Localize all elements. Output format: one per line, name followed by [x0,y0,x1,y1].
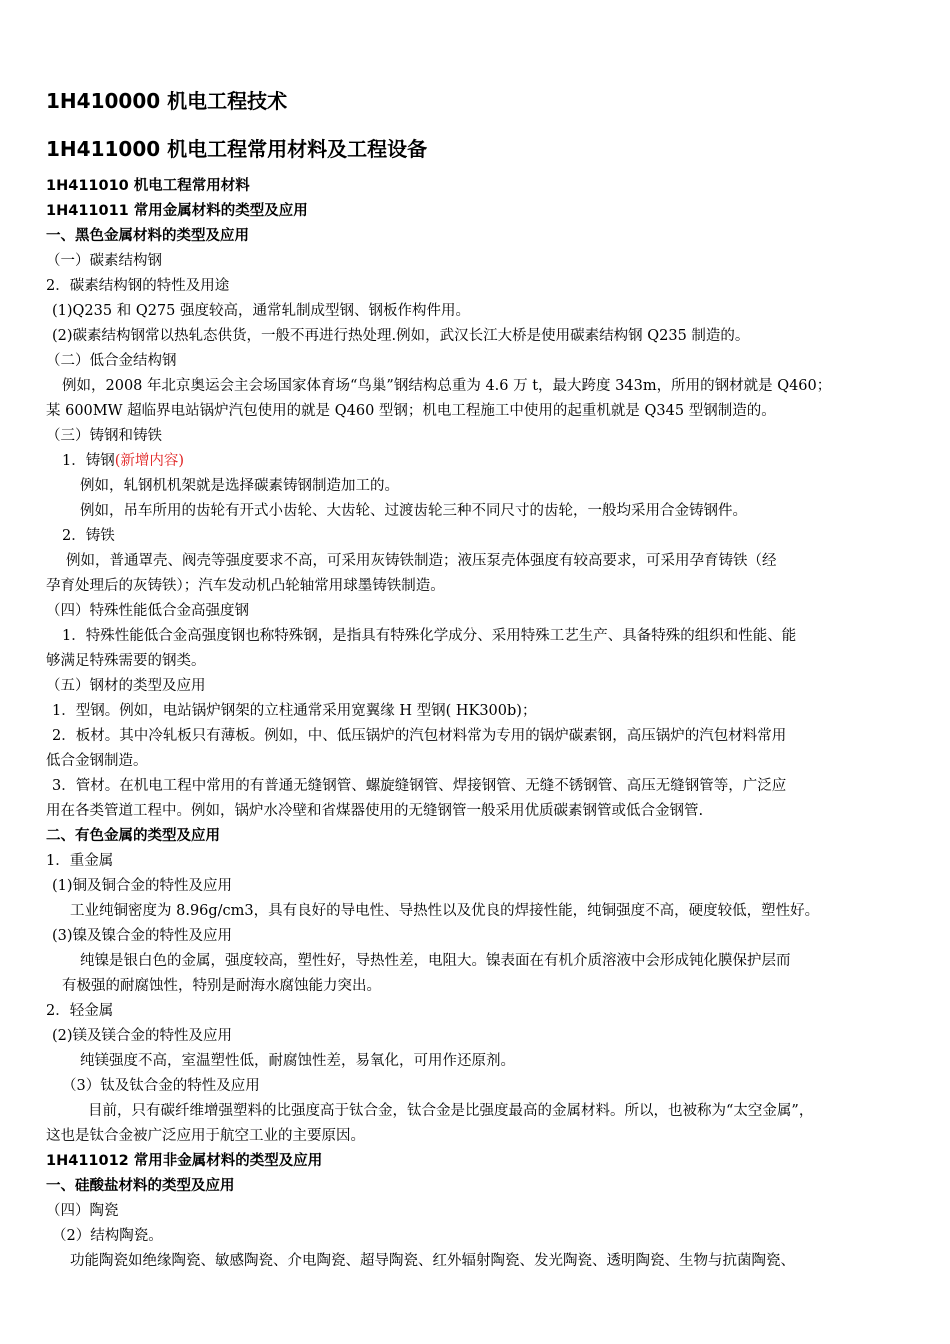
item-heading: （三）铸钢和铸铁 [46,428,162,444]
paragraph-line: 1．型钢。例如，电站锅炉钢架的立柱通常采用宽翼缘 H 型钢( HK300b)； [52,703,537,719]
item-heading: （四）特殊性能低合金高强度钢 [46,603,249,619]
subsection-heading: 1H411012 常用非金属材料的类型及应用 [46,1153,323,1169]
paragraph-line: 例如，吊车所用的齿轮有开式小齿轮、大齿轮、过渡齿轮三种不同尺寸的齿轮，一般均采用合金铸钢件。 [80,503,747,519]
item-heading: （四）陶瓷 [46,1203,119,1219]
item-heading: （二）低合金结构钢 [46,353,177,369]
paragraph-line: 纯镍是银白色的金属，强度较高，塑性好，导热性差，电阻大。镍表面在有机介质溶液中会形成钝化膜保护层而 [80,953,791,969]
paragraph-line: 例如，2008 年北京奥运会主会场国家体育场“鸟巢”钢结构总重为 4.6 万 t，最大跨度 343m，所用的钢材就是 Q460； [62,378,832,394]
item-heading: (3)镍及镍合金的特性及应用 [52,928,233,944]
paragraph-line: 功能陶瓷如绝缘陶瓷、敏感陶瓷、介电陶瓷、超导陶瓷、红外辐射陶瓷、发光陶瓷、透明陶瓷、生物与抗菌陶瓷、 [70,1253,795,1269]
paragraph-line: (2)碳素结构钢常以热轧态供货，一般不再进行热处理.例如，武汉长江大桥是使用碳素结构钢 Q235 制造的。 [52,328,750,344]
item-heading: （五）钢材的类型及应用 [46,678,206,694]
paragraph-line: 例如，普通罩壳、阀壳等强度要求不高，可采用灰铸铁制造；液压泵壳体强度有较高要求，可采用孕育铸铁（经 [66,553,777,569]
chapter-title: 1H411000 机电工程常用材料及工程设备 [46,137,428,161]
paragraph-line: 有极强的耐腐蚀性，特别是耐海水腐蚀能力突出。 [62,978,381,994]
item-heading: 2．碳素结构钢的特性及用途 [46,278,230,294]
item-heading [62,451,184,471]
part-heading: 二、有色金属的类型及应用 [46,828,220,844]
paragraph-line: 例如，轧钢机机架就是选择碳素铸钢制造加工的。 [80,478,399,494]
subsection-heading: 1H411011 常用金属材料的类型及应用 [46,203,308,219]
paragraph-line: 工业纯铜密度为 8.96g/cm3，具有良好的导电性、导热性以及优良的焊接性能，纯铜强度不高，硬度较低，塑性好。 [70,903,820,919]
item-heading: (1)铜及铜合金的特性及应用 [52,878,233,894]
section-heading: 1H411010 机电工程常用材料 [46,178,250,194]
paragraph-line: 某 600MW 超临界电站锅炉汽包使用的就是 Q460 型钢；机电工程施工中使用的起重机就是 Q345 型钢制造的。 [46,403,776,419]
part-heading: 一、黑色金属材料的类型及应用 [46,228,249,244]
paragraph-line: 目前，只有碳纤维增强塑料的比强度高于钛合金，钛合金是比强度最高的金属材料。所以，也被称为“太空金属”， [88,1103,814,1119]
document-title: 1H410000 机电工程技术 [46,89,288,113]
item-heading: （2）结构陶瓷。 [52,1228,163,1244]
paragraph-line: 孕育处理后的灰铸铁）；汽车发动机凸轮轴常用球墨铸铁制造。 [46,578,445,594]
item-heading: （一）碳素结构钢 [46,253,162,269]
paragraph-line: 用在各类管道工程中。例如，锅炉水冷壁和省煤器使用的无缝钢管一般采用优质碳素钢管或低合金钢管. [46,803,704,819]
paragraph-line: 1．特殊性能低合金高强度钢也称特殊钢，是指具有特殊化学成分、采用特殊工艺生产、具备特殊的组织和性能、能 [62,628,797,644]
paragraph-line: 这也是钛合金被广泛应用于航空工业的主要原因。 [46,1128,365,1144]
paragraph-line: (1)Q235 和 Q275 强度较高，通常轧制成型钢、钢板作构件用。 [52,303,470,319]
item-heading: (2)镁及镁合金的特性及应用 [52,1028,233,1044]
paragraph-line: 纯镁强度不高，室温塑性低，耐腐蚀性差，易氧化，可用作还原剂。 [80,1053,515,1069]
item-heading: 2．轻金属 [46,1003,114,1019]
paragraph-line: 2．板材。其中冷轧板只有薄板。例如，中、低压锅炉的汽包材料常为专用的锅炉碳素钢，高压锅炉的汽包材料常用 [52,728,787,744]
item-heading: 1．重金属 [46,853,114,869]
item-heading: （3）钛及钛合金的特性及应用 [62,1078,260,1094]
part-heading: 一、硅酸盐材料的类型及应用 [46,1178,235,1194]
paragraph-line: 够满足特殊需要的钢类。 [46,653,206,669]
paragraph-line: 低合金钢制造。 [46,753,148,769]
new-content-tag: (新增内容) [114,453,185,469]
item-heading: 2．铸铁 [62,528,115,544]
item-label: 1．铸钢 [62,453,115,469]
paragraph-line: 3．管材。在机电工程中常用的有普通无缝钢管、螺旋缝钢管、焊接钢管、无缝不锈钢管、高压无缝钢管等，广泛应 [52,778,787,794]
